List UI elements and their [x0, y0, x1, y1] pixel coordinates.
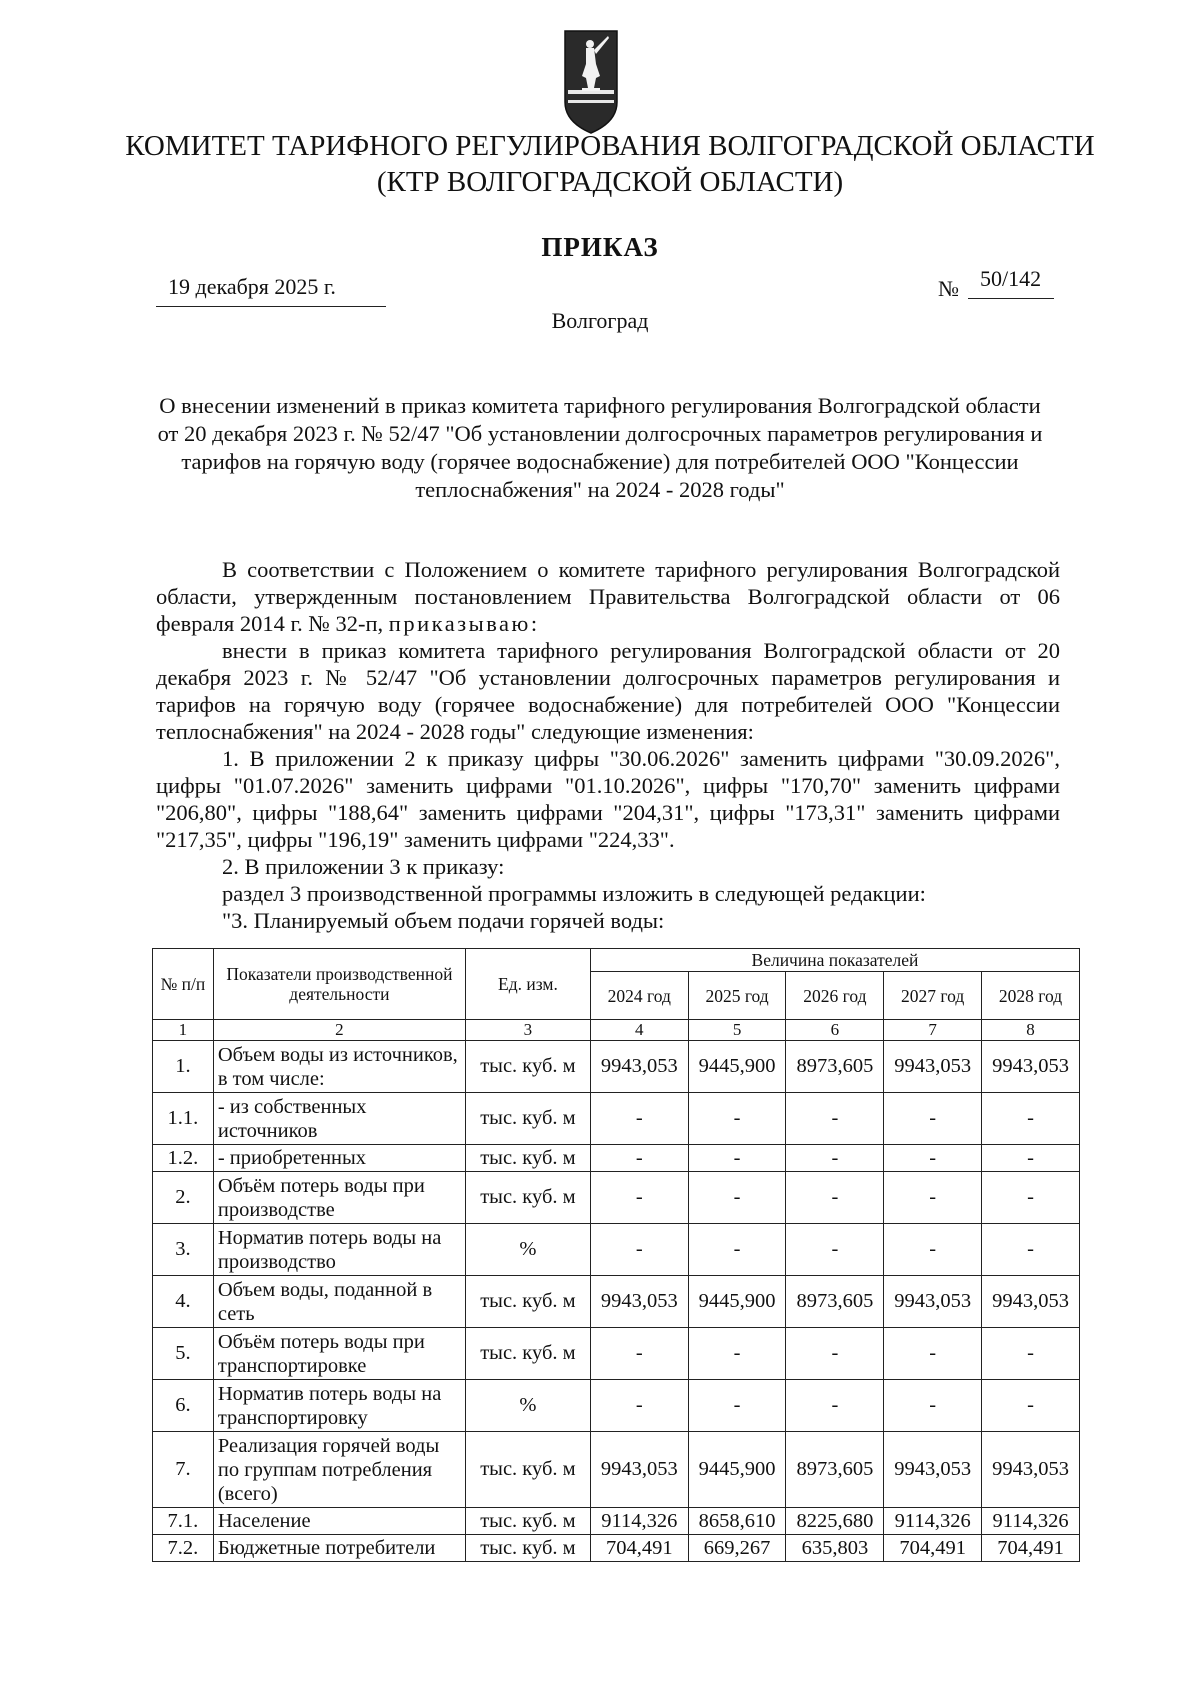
- column-number: 2: [213, 1020, 465, 1041]
- column-number: 8: [982, 1020, 1080, 1041]
- item-2-paragraph: 2. В приложении 3 к приказу:: [222, 854, 505, 879]
- row-value: -: [786, 1145, 884, 1172]
- row-number: 5.: [153, 1328, 214, 1380]
- row-value: 9114,326: [884, 1508, 982, 1535]
- header-year: 2026 год: [786, 972, 884, 1020]
- header-year: 2024 год: [590, 972, 688, 1020]
- row-value: -: [688, 1224, 786, 1276]
- row-value: -: [884, 1380, 982, 1432]
- row-unit: тыс. куб. м: [465, 1041, 590, 1093]
- row-value: -: [982, 1172, 1080, 1224]
- row-value: 9114,326: [590, 1508, 688, 1535]
- row-unit: %: [465, 1380, 590, 1432]
- row-value: -: [884, 1224, 982, 1276]
- row-number: 4.: [153, 1276, 214, 1328]
- item-2-text: раздел 3 производственной программы изложить в следующей редакции:: [222, 881, 926, 906]
- header-year: 2025 год: [688, 972, 786, 1020]
- row-value: 8973,605: [786, 1276, 884, 1328]
- row-indicator: Объем воды из источников, в том числе:: [213, 1041, 465, 1093]
- table-row: [153, 1328, 1080, 1380]
- document-type-title: ПРИКАЗ: [541, 232, 659, 262]
- organization-abbreviation: (КТР ВОЛГОГРАДСКОЙ ОБЛАСТИ): [376, 166, 844, 198]
- row-value: 635,803: [786, 1535, 884, 1562]
- document-subject: О внесении изменений в приказ комитета тарифного регулирования Волгоградской области от 20 декабря 2023 г. № 52/47 "Об установлении долгосрочных параметров регулирования и тарифов на горячую воду (горячее водоснабжение) для потребителей ООО "Концессии теплоснабжения" на 2024 - 2028 годы": [157, 393, 1043, 502]
- table-row: [153, 1224, 1080, 1276]
- section-title: "3. Планируемый объем подачи горячей воды:: [222, 908, 665, 933]
- row-value: -: [786, 1172, 884, 1224]
- row-value: -: [786, 1380, 884, 1432]
- item-1-paragraph: 1. В приложении 2 к приказу цифры "30.06.2026" заменить цифрами "30.09.2026", цифры "01.07.2026" заменить цифрами "01.10.2026", цифры "170,70" заменить цифрами "206,80", цифры "188,64" заменить цифрами "204,31", цифры "173,31" заменить цифрами "217,35", цифры "196,19" заменить цифрами "224,33".: [156, 746, 1060, 852]
- row-value: -: [786, 1093, 884, 1145]
- row-indicator: - приобретенных: [213, 1145, 465, 1172]
- row-value: 9943,053: [982, 1041, 1080, 1093]
- column-number: 1: [153, 1020, 214, 1041]
- row-value: -: [884, 1328, 982, 1380]
- document-number-label: №: [938, 276, 959, 301]
- row-value: -: [590, 1224, 688, 1276]
- row-indicator: Норматив потерь воды на производство: [213, 1224, 465, 1276]
- row-value: 9943,053: [590, 1276, 688, 1328]
- document-body: [156, 556, 1060, 934]
- row-value: -: [982, 1145, 1080, 1172]
- row-unit: тыс. куб. м: [465, 1276, 590, 1328]
- row-value: -: [786, 1328, 884, 1380]
- column-number: 6: [786, 1020, 884, 1041]
- row-unit: тыс. куб. м: [465, 1093, 590, 1145]
- row-unit: тыс. куб. м: [465, 1432, 590, 1508]
- row-indicator: Объём потерь воды при производстве: [213, 1172, 465, 1224]
- row-indicator: Население: [213, 1508, 465, 1535]
- order-word: приказываю:: [388, 611, 540, 636]
- row-value: 704,491: [590, 1535, 688, 1562]
- document-number: 50/142: [980, 266, 1042, 291]
- table-body: [153, 1020, 1080, 1562]
- table-row: [153, 1432, 1080, 1508]
- table-row: [153, 1508, 1080, 1535]
- header-year: 2028 год: [982, 972, 1080, 1020]
- row-unit: %: [465, 1224, 590, 1276]
- document-city: Волгоград: [551, 308, 649, 333]
- row-value: -: [688, 1380, 786, 1432]
- table-row: [153, 1093, 1080, 1145]
- row-value: 669,267: [688, 1535, 786, 1562]
- preamble-paragraph: [156, 556, 1060, 637]
- row-unit: тыс. куб. м: [465, 1328, 590, 1380]
- row-number: 3.: [153, 1224, 214, 1276]
- production-program-table: [152, 948, 1080, 1562]
- table-row: [153, 1145, 1080, 1172]
- row-number: 6.: [153, 1380, 214, 1432]
- row-value: -: [982, 1380, 1080, 1432]
- row-value: -: [982, 1328, 1080, 1380]
- row-unit: тыс. куб. м: [465, 1535, 590, 1562]
- column-number: 7: [884, 1020, 982, 1041]
- row-value: 9943,053: [884, 1432, 982, 1508]
- date-underline: [156, 306, 386, 307]
- row-value: -: [884, 1145, 982, 1172]
- row-number: 7.1.: [153, 1508, 214, 1535]
- preamble-text: В соответствии с Положением о комитете тарифного регулирования Волгоградской области, утвержденным постановлением Правительства Волгоградской области от 06 февраля 2014 г. № 32-п,: [156, 557, 1060, 636]
- row-unit: тыс. куб. м: [465, 1508, 590, 1535]
- row-value: 9445,900: [688, 1276, 786, 1328]
- column-number: 3: [465, 1020, 590, 1041]
- row-value: -: [590, 1328, 688, 1380]
- row-value: 9943,053: [982, 1432, 1080, 1508]
- table-row: [153, 1535, 1080, 1562]
- organization-name: КОМИТЕТ ТАРИФНОГО РЕГУЛИРОВАНИЯ ВОЛГОГРАДСКОЙ ОБЛАСТИ: [125, 130, 1095, 162]
- row-value: 8973,605: [786, 1432, 884, 1508]
- row-value: 9114,326: [982, 1508, 1080, 1535]
- header-year: 2027 год: [884, 972, 982, 1020]
- row-value: -: [590, 1172, 688, 1224]
- table-row: [153, 1276, 1080, 1328]
- row-value: -: [688, 1145, 786, 1172]
- header-num: № п/п: [153, 949, 214, 1020]
- number-underline: [968, 298, 1054, 299]
- row-indicator: Норматив потерь воды на транспортировку: [213, 1380, 465, 1432]
- row-value: -: [884, 1172, 982, 1224]
- row-value: 9943,053: [590, 1041, 688, 1093]
- row-value: 9943,053: [884, 1276, 982, 1328]
- coat-of-arms-icon: [564, 30, 618, 134]
- column-numbers-row: [153, 1020, 1080, 1041]
- row-value: -: [590, 1380, 688, 1432]
- table-row: [153, 1041, 1080, 1093]
- row-value: -: [590, 1145, 688, 1172]
- header-values-group: Величина показателей: [590, 949, 1079, 972]
- row-value: 9943,053: [590, 1432, 688, 1508]
- column-number: 4: [590, 1020, 688, 1041]
- row-value: -: [590, 1093, 688, 1145]
- column-number: 5: [688, 1020, 786, 1041]
- row-value: -: [982, 1093, 1080, 1145]
- row-number: 7.2.: [153, 1535, 214, 1562]
- row-value: -: [688, 1328, 786, 1380]
- row-number: 1.: [153, 1041, 214, 1093]
- row-value: -: [786, 1224, 884, 1276]
- row-number: 7.: [153, 1432, 214, 1508]
- row-value: -: [982, 1224, 1080, 1276]
- row-value: 8973,605: [786, 1041, 884, 1093]
- row-value: -: [688, 1093, 786, 1145]
- header-indicator: Показатели производственной деятельности: [213, 949, 465, 1020]
- row-unit: тыс. куб. м: [465, 1172, 590, 1224]
- row-indicator: Объем воды, поданной в сеть: [213, 1276, 465, 1328]
- row-value: 9445,900: [688, 1041, 786, 1093]
- row-indicator: Реализация горячей воды по группам потребления (всего): [213, 1432, 465, 1508]
- row-unit: тыс. куб. м: [465, 1145, 590, 1172]
- row-value: 704,491: [982, 1535, 1080, 1562]
- row-value: 8658,610: [688, 1508, 786, 1535]
- row-indicator: Объём потерь воды при транспортировке: [213, 1328, 465, 1380]
- row-number: 1.2.: [153, 1145, 214, 1172]
- row-number: 1.1.: [153, 1093, 214, 1145]
- row-value: 9943,053: [884, 1041, 982, 1093]
- document-date: 19 декабря 2025 г.: [168, 274, 336, 299]
- row-indicator: Бюджетные потребители: [213, 1535, 465, 1562]
- row-value: 9943,053: [982, 1276, 1080, 1328]
- row-value: 8225,680: [786, 1508, 884, 1535]
- table-row: [153, 1380, 1080, 1432]
- row-number: 2.: [153, 1172, 214, 1224]
- row-indicator: - из собственных источников: [213, 1093, 465, 1145]
- header-unit: Ед. изм.: [465, 949, 590, 1020]
- table-row: [153, 1172, 1080, 1224]
- row-value: 9445,900: [688, 1432, 786, 1508]
- row-value: -: [884, 1093, 982, 1145]
- row-value: -: [688, 1172, 786, 1224]
- intro-paragraph: внести в приказ комитета тарифного регулирования Волгоградской области от 20 декабря 2023 г. № 52/47 "Об установлении долгосрочных параметров регулирования и тарифов на горячую воду (горячее водоснабжение) для потребителей ООО "Концессии теплоснабжения" на 2024 - 2028 годы" следующие изменения:: [156, 638, 1060, 744]
- row-value: 704,491: [884, 1535, 982, 1562]
